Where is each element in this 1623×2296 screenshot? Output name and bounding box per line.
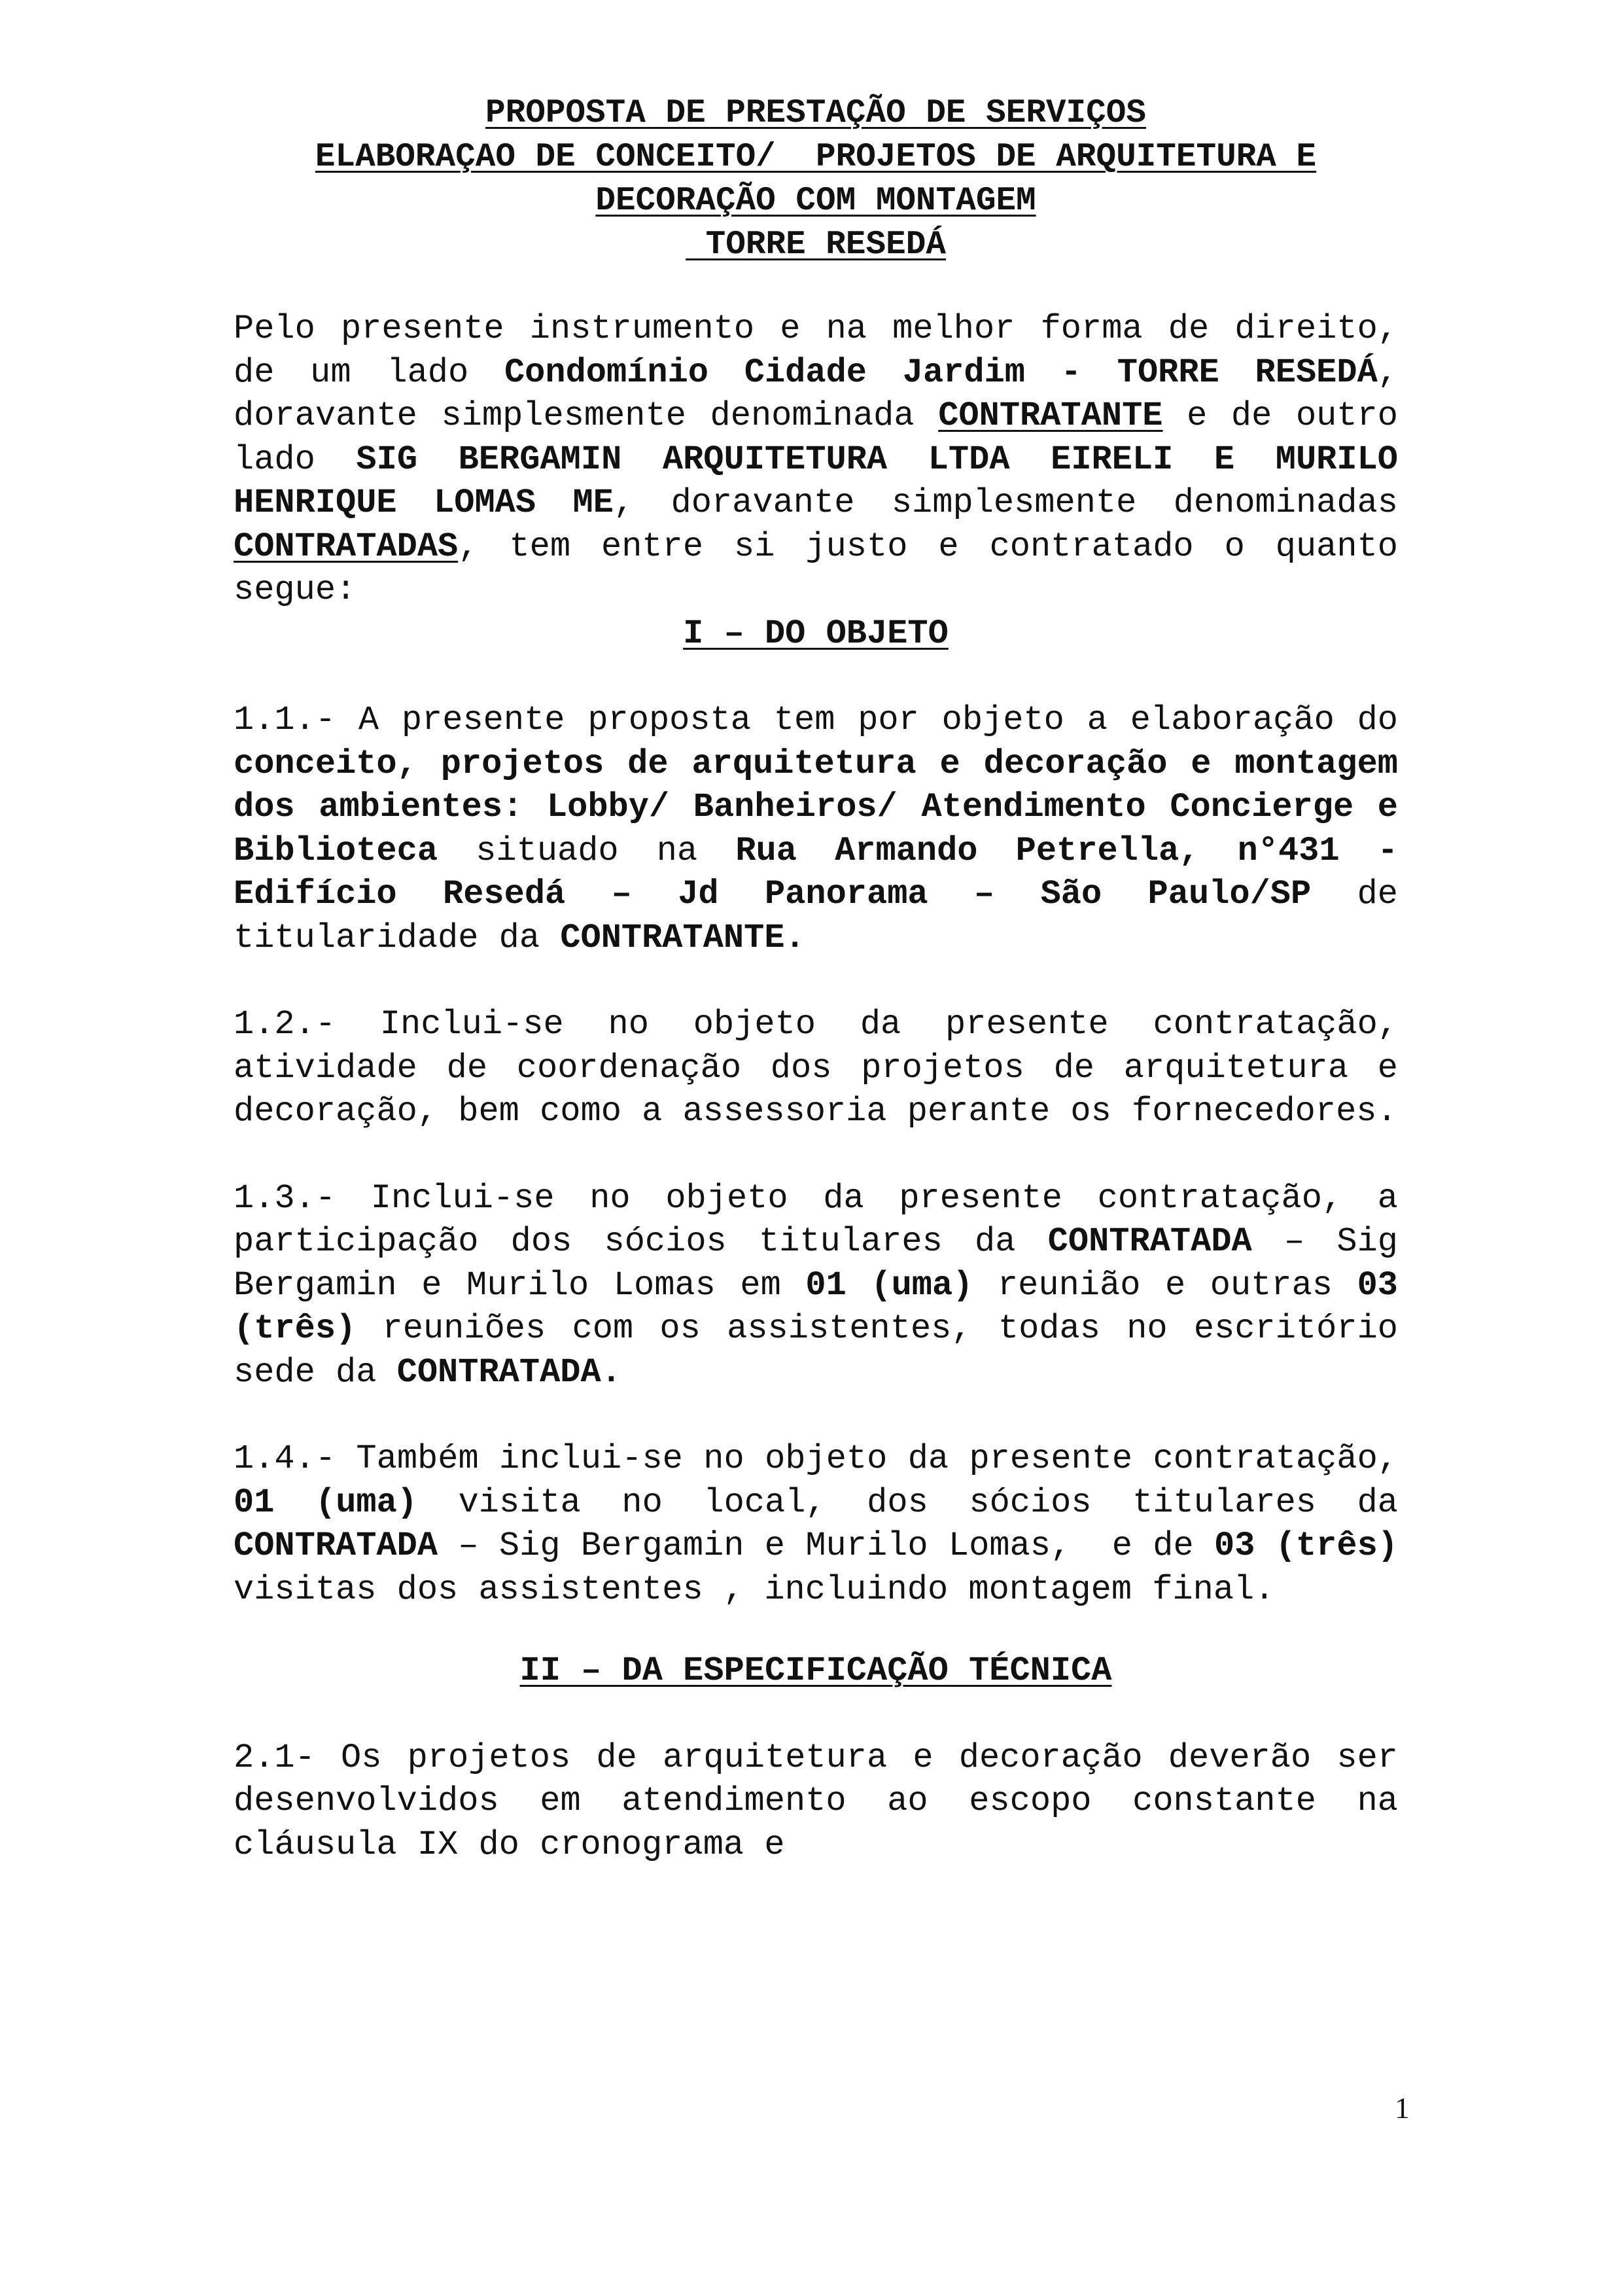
clause-1-3-text-3: reunião e outras: [973, 1265, 1357, 1305]
clause-1-1-text-3: de titularidade da: [234, 875, 1398, 957]
clause-1-4-bold-1: 01 (uma): [234, 1483, 418, 1522]
clause-1-4: [234, 1438, 1398, 1612]
clause-1-3-bold-4: CONTRATADA.: [396, 1352, 621, 1392]
clause-2-1-text: 2.1- Os projetos de arquitetura e decoração deverão ser desenvolvidos em atendimento ao escopo constante na cláusula IX do cronograma e: [234, 1738, 1398, 1864]
section-1-heading: [234, 612, 1398, 656]
clause-1-3: [234, 1177, 1398, 1395]
intro-text-2: , doravante simplesmente denominada: [234, 353, 1398, 435]
clause-1-4-bold-2: CONTRATADA: [234, 1527, 438, 1565]
contratadas-label: CONTRATADAS: [234, 527, 459, 566]
title-line-4: TORRE RESEDÁ: [686, 226, 946, 264]
document-page: [234, 92, 1398, 1867]
section-2-heading: [234, 1650, 1398, 1693]
clause-1-4-text-1: 1.4.- Também inclui-se no objeto da presente contratação,: [234, 1439, 1398, 1478]
clause-1-4-text-3: – Sig Bergamin e Murilo Lomas, e de: [438, 1527, 1215, 1565]
clause-1-3-bold-1: CONTRATADA: [1047, 1222, 1252, 1261]
title-line-3: DECORAÇÃO COM MONTAGEM: [595, 183, 1036, 220]
title-line-1: PROPOSTA DE PRESTAÇÃO DE SERVIÇOS: [485, 95, 1146, 132]
section-2-heading-text: II – DA ESPECIFICAÇÃO TÉCNICA: [519, 1651, 1112, 1690]
clause-1-1: [234, 699, 1398, 960]
clause-1-4-text-4: visitas dos assistentes , incluindo montagem final.: [234, 1570, 1275, 1609]
section-1-heading-text: I – DO OBJETO: [683, 614, 949, 653]
intro-text-3: e de outro lado: [234, 397, 1398, 479]
document-title: [234, 92, 1398, 267]
clause-1-1-address: Rua Armando Petrella, n°431 - Edifício Resedá – Jd Panorama – São Paulo/SP: [234, 831, 1398, 913]
clause-1-3-bold-2: 01 (uma): [805, 1265, 973, 1305]
clause-1-3-bold-3: 03 (três): [234, 1265, 1398, 1348]
intro-paragraph: [234, 308, 1398, 612]
title-line-2: ELABORAÇAO DE CONCEITO/ PROJETOS DE ARQUITETURA E: [315, 139, 1317, 176]
contratante-label: CONTRATANTE: [938, 397, 1163, 435]
clause-1-1-text-1: 1.1.- A presente proposta tem por objeto a elaboração do: [234, 701, 1398, 739]
clause-1-2: [234, 1003, 1398, 1134]
intro-text-5: , tem entre si justo e contratado o quanto segue:: [234, 527, 1398, 609]
intro-text-4: , doravante simplesmente denominadas: [613, 484, 1398, 522]
clause-1-1-bold-3: CONTRATANTE.: [560, 918, 805, 957]
clause-1-3-text-1: 1.3.- Inclui-se no objeto da presente contratação, a participação dos sócios titulares da: [234, 1178, 1398, 1261]
clause-1-4-text-2: visita no local, dos sócios titulares da: [417, 1483, 1398, 1522]
clause-1-3-text-4: reuniões com os assistentes, todas no escritório sede da: [234, 1309, 1398, 1392]
clause-1-4-bold-3: 03 (três): [1214, 1527, 1398, 1565]
clause-1-1-text-2: situado na: [438, 831, 736, 870]
clause-2-1: [234, 1737, 1398, 1867]
contratante-name: Condomínio Cidade Jardim - TORRE RESEDÁ: [504, 353, 1378, 392]
clause-1-3-text-2: – Sig Bergamin e Murilo Lomas em: [234, 1222, 1398, 1305]
contratadas-names: SIG BERGAMIN ARQUITETURA LTDA EIRELI E MURILO HENRIQUE LOMAS ME: [234, 440, 1398, 522]
clause-1-2-text: 1.2.- Inclui-se no objeto da presente contratação, atividade de coordenação dos projetos de arquitetura e decoração, bem como a assessoria perante os fornecedores.: [234, 1005, 1398, 1131]
intro-text-1: Pelo presente instrumento e na melhor forma de direito, de um lado: [234, 309, 1398, 392]
page-number: 1: [1395, 2091, 1410, 2125]
clause-1-1-bold-1: conceito, projetos de arquitetura e decoração e montagem dos ambientes: Lobby/ Banheiros/ Atendimento Concierge e Biblioteca: [234, 744, 1398, 870]
